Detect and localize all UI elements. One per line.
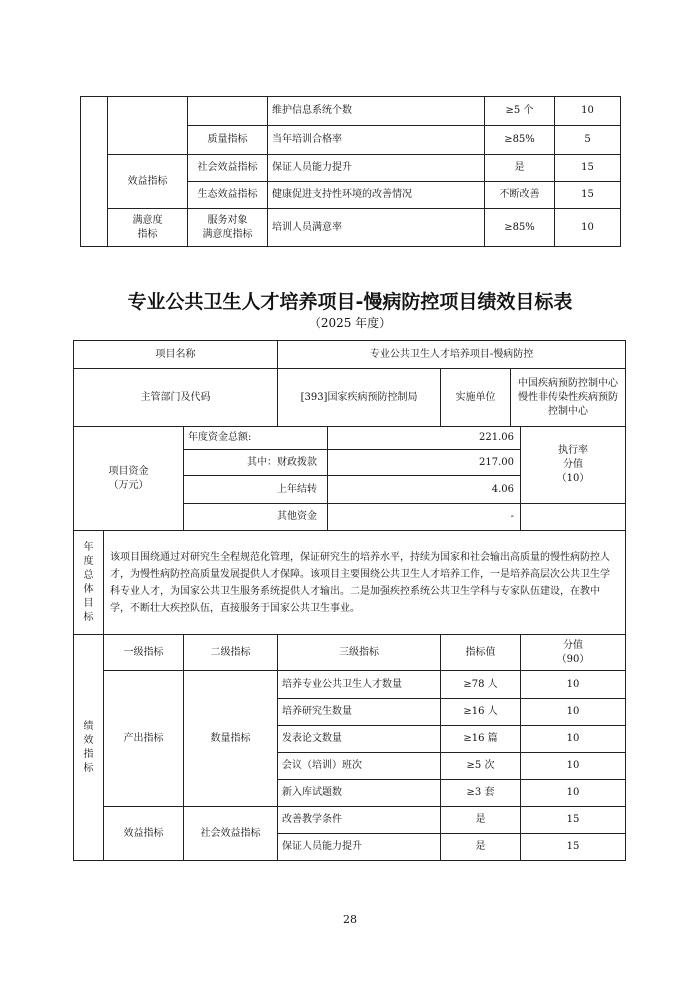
- level3-cell: 发表论文数量: [278, 726, 441, 753]
- exec-rate-blank: [521, 504, 626, 531]
- annual-goal-text: 该项目围绕通过对研究生全程规范化管理，保证研究生的培养水平，持续为国家和社会输出高质量的慢性病防控人才，为慢性病防控高质量发展提供人才保障。该项目主要围绕公共卫生人才培养工作，一是培养高层次公共卫生学科专业人才，为国家公共卫生服务系统提供人才输出。二是加强疾控系统公共卫生学科与专家队伍建设，在教中学，不断壮大疾控队伍，直接服务于国家公共卫生事业。: [104, 531, 626, 635]
- page-number: 28: [343, 913, 357, 926]
- project-name-value: 专业公共卫生人才培养项目-慢病防控: [278, 341, 626, 369]
- value-cell: ≥85%: [485, 209, 555, 247]
- fund-row-label: 年度资金总额:: [184, 427, 328, 450]
- score-cell: 10: [521, 671, 626, 699]
- dept-label: 主管部门及代码: [74, 369, 278, 427]
- header-level2: 二级指标: [184, 635, 278, 671]
- value-cell: ≥16 人: [441, 699, 521, 726]
- level3-cell: 保证人员能力提升: [268, 155, 485, 182]
- output-indicator-label: 产出指标: [104, 671, 184, 807]
- fund-row-value: 221.06: [328, 427, 521, 450]
- header-value: 指标值: [441, 635, 521, 671]
- social-benefit-label: 社会效益指标: [184, 807, 278, 861]
- value-cell: ≥5 次: [441, 753, 521, 780]
- header-score: 分值 （90）: [521, 635, 626, 671]
- level2-cell: 服务对象 满意度指标: [188, 209, 268, 247]
- benefit-indicator-label: 效益指标: [104, 807, 184, 861]
- level3-cell: 新入库试题数: [278, 780, 441, 807]
- level3-cell: 会议（培训）班次: [278, 753, 441, 780]
- fund-label: 项目资金 （万元）: [74, 427, 184, 531]
- level2-cell: 质量指标: [188, 126, 268, 155]
- fund-row-value: -: [328, 504, 521, 531]
- level2-cell: 社会效益指标: [188, 155, 268, 182]
- level1-cell: 满意度 指标: [108, 209, 188, 247]
- score-cell: 10: [521, 753, 626, 780]
- level3-cell: 健康促进支持性环境的改善情况: [268, 182, 485, 209]
- value-cell: ≥3 套: [441, 780, 521, 807]
- value-cell: ≥16 篇: [441, 726, 521, 753]
- fund-row-label: 其他资金: [184, 504, 328, 531]
- performance-target-table: [73, 340, 626, 861]
- value-cell: 是: [485, 155, 555, 182]
- level3-cell: 培养专业公共卫生人才数量: [278, 671, 441, 699]
- project-name-label: 项目名称: [74, 341, 278, 369]
- score-cell: 15: [521, 807, 626, 834]
- quantity-indicator-label: 数量指标: [184, 671, 278, 807]
- header-level1: 一级指标: [104, 635, 184, 671]
- fund-row-label: 上年结转: [184, 476, 328, 504]
- prev-performance-table: [80, 96, 621, 247]
- level2-cell: [188, 97, 268, 126]
- exec-rate-label: 执行率 分值 （10）: [521, 427, 626, 504]
- fund-row-value: 217.00: [328, 450, 521, 476]
- level1-cell: [108, 97, 188, 155]
- score-cell: 10: [521, 699, 626, 726]
- score-cell: 15: [555, 182, 621, 209]
- left-blank-cell: [81, 97, 108, 247]
- impl-value: 中国疾病预防控制中心慢性非传染性疾病预防控制中心: [511, 369, 626, 427]
- dept-value: [393]国家疾病预防控制局: [278, 369, 441, 427]
- level3-cell: 保证人员能力提升: [278, 834, 441, 861]
- value-cell: 不断改善: [485, 182, 555, 209]
- page-subtitle: （2025 年度）: [308, 316, 392, 330]
- level1-cell: 效益指标: [108, 155, 188, 209]
- score-cell: 15: [555, 155, 621, 182]
- score-cell: 15: [521, 834, 626, 861]
- score-cell: 10: [521, 726, 626, 753]
- value-cell: 是: [441, 807, 521, 834]
- score-cell: 5: [555, 126, 621, 155]
- score-cell: 10: [521, 780, 626, 807]
- level3-cell: 改善教学条件: [278, 807, 441, 834]
- level3-cell: 当年培训合格率: [268, 126, 485, 155]
- level2-cell: 生态效益指标: [188, 182, 268, 209]
- value-cell: ≥85%: [485, 126, 555, 155]
- level3-cell: 培训人员满意率: [268, 209, 485, 247]
- value-cell: 是: [441, 834, 521, 861]
- level3-cell: 培养研究生数量: [278, 699, 441, 726]
- page-title: 专业公共卫生人才培养项目-慢病防控项目绩效目标表: [127, 291, 573, 313]
- performance-label: 绩 效 指 标: [74, 635, 104, 861]
- value-cell: ≥5 个: [485, 97, 555, 126]
- fund-row-value: 4.06: [328, 476, 521, 504]
- annual-goal-label: 年 度 总 体 目 标: [74, 531, 104, 635]
- level3-cell: 维护信息系统个数: [268, 97, 485, 126]
- fund-row-label: 其中：财政拨款: [184, 450, 328, 476]
- header-level3: 三级指标: [278, 635, 441, 671]
- score-cell: 10: [555, 209, 621, 247]
- impl-label: 实施单位: [441, 369, 511, 427]
- value-cell: ≥78 人: [441, 671, 521, 699]
- score-cell: 10: [555, 97, 621, 126]
